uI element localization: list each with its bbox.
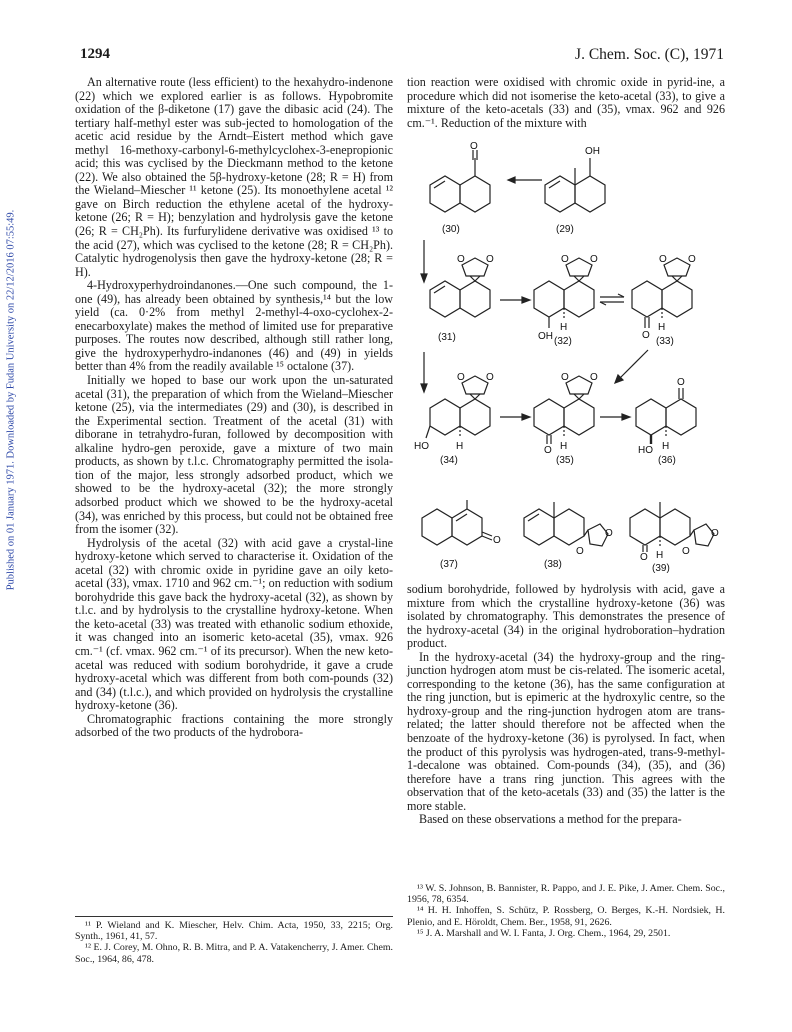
structure-33: [632, 254, 696, 347]
arrowhead: [508, 177, 515, 183]
acetal-o-label: O: [659, 254, 667, 265]
acetal-o-label: O: [576, 546, 584, 557]
arrowhead: [522, 414, 530, 420]
label-37: (37): [440, 559, 458, 570]
h-label: H: [456, 441, 464, 452]
h-label: H: [658, 322, 666, 333]
label-39: (39): [652, 563, 670, 574]
download-notice-text: Published on 01 January 1971. Downloaded by Fudan University on 22/12/2016 07:55:49.: [5, 209, 17, 591]
download-notice: [2, 140, 20, 660]
acetal-o-label: O: [486, 254, 494, 265]
footnote-14: ¹⁴ H. H. Inhoffen, S. Schütz, P. Rossberg, O. Berges, K.-H. Nordsiek, H. Plenio, and E. Höroldt, Chem. Ber., 1958, 91, 2626.: [407, 905, 725, 928]
oxo-label: O: [677, 377, 685, 388]
page-number: 1294: [80, 46, 110, 62]
oxo-label: O: [493, 535, 501, 546]
label-38: (38): [544, 559, 562, 570]
arrow-33-to-35: [618, 350, 648, 380]
structure-31: [430, 254, 494, 343]
h-label: H: [662, 441, 670, 452]
paragraph-hydrolysis: Hydrolysis of the acetal (32) with acid gave a crystal-line hydroxy-ketone which served to characterise it. Oxidation of the acetal (32) with chromic oxide in pyridine gave an oily keto-acetal (33), νmax. 1710 and 962 cm.⁻¹; on reduction with sodium borohydride this gave back the hydroxy-acetal (32), as shown by t.l.c. and by hydrolysis to the crystalline hydroxy-ketone. When the keto-acetal (33) was treated with ethanolic sodium ethoxide, it was changed into an isomeric keto-acetal (35), νmax. 926 cm.⁻¹ (cf. νmax. 962 cm.⁻¹ of its precursor). When the new keto-acetal was reduced with sodium borohydride, it gave a crude hydroxy-acetal which was different from both com-pounds (32) and (34) (t.l.c.), and which provided on hydrolysis the crystalline hydroxy-ketone (36).: [75, 535, 393, 713]
hydroxy-label: HO: [414, 441, 429, 452]
reaction-scheme: [412, 140, 732, 580]
label-30: (30): [442, 224, 460, 235]
hydroxy-label: HO: [638, 445, 653, 456]
acetal-o-label: O: [711, 528, 719, 539]
acetal-o-label: O: [688, 254, 696, 265]
footnotes-right: [407, 883, 725, 939]
h-label: H: [560, 441, 568, 452]
left-column: [75, 76, 393, 740]
oxo-label: O: [544, 445, 552, 456]
label-32: (32): [554, 336, 572, 347]
acetal-o-label: O: [457, 372, 465, 383]
footnote-11: ¹¹ P. Wieland and K. Miescher, Helv. Chim. Acta, 1950, 33, 2215; Org. Synth., 1961, 41, 57.: [75, 920, 393, 943]
arrowhead: [622, 414, 630, 420]
paragraph-continued: tion reaction were oxidised with chromic oxide in pyrid-ine, a procedure which did not isomerise the keto-acetal (33), to give a mixture of the keto-acetals (33) and (35), νmax. 962 and 926 cm.⁻¹. Reduction of the mixture with: [407, 75, 725, 130]
paragraph-based-on: Based on these observations a method for the prepara-: [419, 812, 682, 827]
paragraph-sodium-borohydride: sodium borohydride, followed by hydrolysis with acid, gave a mixture from which the crystalline hydroxy-ketone (36) was isolated by chromatography. This demonstrates the presence of the hydroxy-acetal (34) in the original hydroboration–hydration product.: [407, 582, 725, 651]
structure-38: [524, 502, 613, 570]
acetal-o-label: O: [561, 372, 569, 383]
structure-32: [534, 254, 598, 347]
paragraph-chromatographic: Chromatographic fractions containing the more strongly adsorbed of the two products of the hydrobora-: [75, 711, 393, 740]
paragraph-unsaturated-acetal: Initially we hoped to base our work upon the un-saturated acetal (31), the preparation of which from the Wieland–Miescher ketone (25), via the intermediates (29) and (30), is described in the Experimental section. Treatment of the acetal (31) with diborane in tetrahydro-furan, followed by decomposition with alkaline hydro-gen peroxide, gave a mixture of two main products, as shown by t.l.c. Chromatography permitted the isola-tion of the major, less strongly adsorbed product, which we showed to be the hydroxy-acetal (32); the more strongly adsorbed product which we showed to be the hydroxy-acetal (34), was enriched by this process, but could not be obtained free from the isomer (32).: [75, 373, 393, 537]
right-column-bottom: [407, 583, 725, 827]
acetal-o-label: O: [590, 372, 598, 383]
footnote-13: ¹³ W. S. Johnson, B. Bannister, R. Pappo, and J. E. Pike, J. Amer. Chem. Soc., 1956, 78, 6354.: [407, 883, 725, 906]
label-29: (29): [556, 224, 574, 235]
structure-37: [422, 500, 501, 570]
label-36: (36): [658, 455, 676, 466]
structure-39: [630, 502, 719, 574]
label-35: (35): [556, 455, 574, 466]
footnotes-left: [75, 916, 393, 965]
right-column-top: [407, 76, 725, 130]
acetal-o-label: O: [561, 254, 569, 265]
label-34: (34): [440, 455, 458, 466]
structure-30: [430, 141, 490, 235]
acetal-o-label: O: [605, 528, 613, 539]
structure-29: [545, 146, 605, 235]
h-label: H: [656, 550, 664, 561]
arrowhead: [421, 384, 427, 392]
structure-35: [534, 372, 598, 466]
paragraph-alternative-route: An alternative route (less efficient) to the hexahydro-indenone (22) which we explored earlier is as follows. Hypobromite oxidation of the β-diketone (17) gave the dibasic acid (24). The tertiary half-methyl ester was sub-jected to homologation of the acetic acid residue by the Arndt–Eistert method which gave methyl 16-methoxy-carbonyl-6-methylcyclohex-3-enepropionic acid; this was cyclised by the Dieckmann method to the ketone (22). We also obtained the 5β-hydroxy-ketone (28; R = H) from the Wieland–Miescher ¹¹ ketone (25). Its monoethylene acetal ¹² gave on Birch reduction the ethylene acetal of the hydroxy-ketone (26; R = H); benzylation and hydrolysis gave the ketone (26; R = CH₂Ph). Its furfurylidene derivative was oxidised ¹³ to the acid (27), which was cyclised to the ketone (28; R = CH₂Ph). Catalytic hydrogenolysis then gave the hydroxy-ketone (28; R = H).: [75, 75, 393, 279]
paragraph-hydroxy-acetal-34: In the hydroxy-acetal (34) the hydroxy-group and the ring-junction hydrogen atom must be cis-related. The isomeric acetal, corresponding to the ketone (36), has the same configuration at the ring junction, but is epimeric at the hydroxylic centre, so the hydroxy-group and the ring-junction hydrogen atom are trans-related; the latter should therefore not be affected when the benzoate of the hydroxy-ketone (36) is pyrolysed. In fact, when the product of this pyrolysis was hydrogen-ated, trans-9-methyl-1-decalone was obtained. Com-pounds (34), (35), and (36) therefore have a trans ring junction. This agrees with the observation that of the keto-acetals (33) and (35) the latter is the more stable.: [407, 649, 725, 813]
arrowhead: [522, 297, 530, 303]
acetal-o-label: O: [486, 372, 494, 383]
arrowhead: [421, 274, 427, 282]
hydroxy-label: OH: [585, 146, 600, 157]
oxo-label: O: [470, 141, 478, 152]
hydroxy-label: OH: [538, 331, 553, 342]
footnote-12: ¹² E. J. Corey, M. Ohno, R. B. Mitra, and P. A. Vatakencherry, J. Amer. Chem. Soc., 1964, 86, 478.: [75, 942, 393, 965]
acetal-o-label: O: [682, 546, 690, 557]
paragraph-hydroxyperhydroindanones: 4-Hydroxyperhydroindanones.—One such compound, the 1-one (49), has already been obtained by synthesis,¹⁴ but the low yield (ca. 0·2% from methyl 2-methyl-4-oxo-cyclohex-2-enecarboxylate) makes the method of limited use for preparative purposes. The routes now described, although still rather long, give the hydroxyperhydro-indanones (46) and (49) in yields better than 4% from the readily available ¹⁵ octalone (37).: [75, 278, 393, 374]
footnote-15: ¹⁵ J. A. Marshall and W. I. Fanta, J. Org. Chem., 1964, 29, 2501.: [417, 927, 671, 939]
journal-header: J. Chem. Soc. (C), 1971: [575, 46, 724, 63]
acetal-o-label: O: [590, 254, 598, 265]
label-33: (33): [656, 336, 674, 347]
acetal-o-label: O: [457, 254, 465, 265]
oxo-label: O: [640, 552, 648, 563]
h-label: H: [560, 322, 568, 333]
label-31: (31): [438, 332, 456, 343]
oxo-label: O: [642, 330, 650, 341]
structure-36: [636, 377, 696, 466]
